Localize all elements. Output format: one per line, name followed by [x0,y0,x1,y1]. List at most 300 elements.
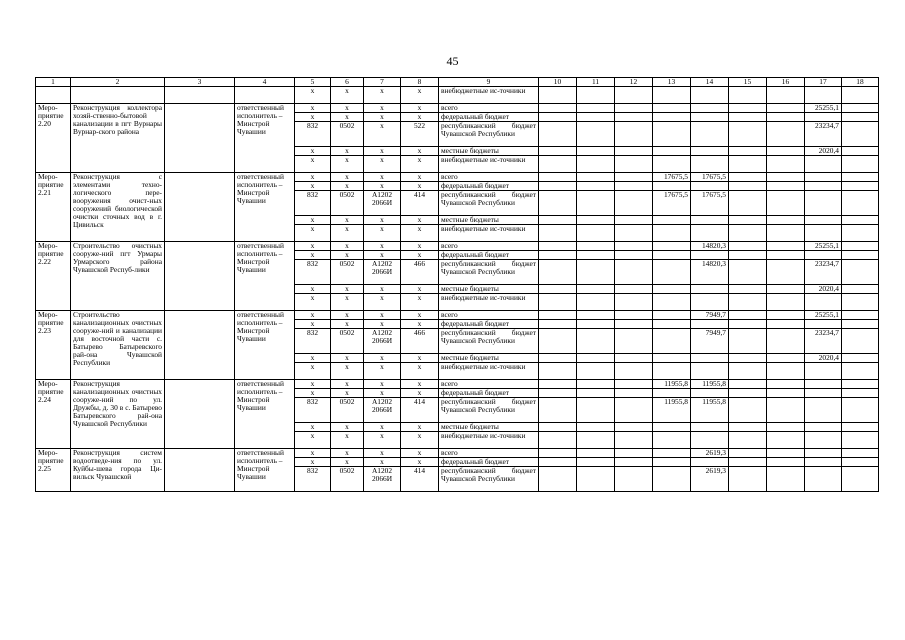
cell-amount-col-11 [577,251,615,260]
cell-expense-type: 522 [401,122,439,147]
cell-section: х [331,449,364,458]
cell-grbs: 832 [295,122,331,147]
cell-section: х [331,389,364,398]
cell-amount-col-10 [539,294,577,311]
column-number-4: 4 [235,78,295,87]
cell-expense-type: 466 [401,329,439,354]
cell-amount-col-16 [767,242,805,251]
column-number-8: 8 [401,78,439,87]
cell-amount-col-10 [539,242,577,251]
cell-amount-col-14 [691,216,729,225]
cell-amount-col-14: 7949,7 [691,311,729,320]
cell-amount-col-13: 17675,5 [653,173,691,182]
cell-amount-col-11 [577,320,615,329]
cell-amount-col-13 [653,285,691,294]
cell-amount-col-17 [805,191,842,216]
cell-expense-type: х [401,458,439,467]
cell-amount-col-13 [653,156,691,173]
cell-expense-type: х [401,147,439,156]
measure-name: Реконструкция коллектора хозяй-ственно-бытовой канализации в пгт Вурнары Вурнар-ского района [71,104,165,173]
cell-amount-col-17 [805,398,842,423]
cell-funding-source: республиканский бюджет Чувашской Республики [439,260,539,285]
cell-amount-col-15 [729,242,767,251]
cell-amount-col-18 [842,104,879,113]
measure-subprogram [165,449,235,492]
cell-expense-type: 414 [401,467,439,492]
cell-amount-col-14 [691,423,729,432]
cell-expense-type: х [401,251,439,260]
cell-amount-col-14 [691,225,729,242]
cell-amount-col-14 [691,104,729,113]
cell-amount-col-18 [842,329,879,354]
cell-amount-col-10 [539,156,577,173]
cell-amount-col-14 [691,389,729,398]
cell-funding-source: всего [439,380,539,389]
cell-amount-col-12 [615,320,653,329]
cell-amount-col-16 [767,147,805,156]
cell-amount-col-17 [805,173,842,182]
column-number-17: 17 [805,78,842,87]
cell-expense-type: х [401,354,439,363]
cell-amount-col-14: 17675,5 [691,191,729,216]
cell-amount-col-12 [615,285,653,294]
cell-target-article: х [364,449,401,458]
cell-target-article: х [364,216,401,225]
cell-amount-col-12 [615,294,653,311]
column-number-11: 11 [577,78,615,87]
column-number-row [36,78,879,87]
cell-funding-source: внебюджетные ис-точники [439,432,539,449]
cell-section: х [331,363,364,380]
cell-amount-col-11 [577,147,615,156]
cell-grbs: х [295,449,331,458]
cell-expense-type: 414 [401,398,439,423]
cell-amount-col-10 [539,467,577,492]
cell-amount-col-15 [729,216,767,225]
cell-funding-source: внебюджетные ис-точники [439,156,539,173]
cell-amount-col-14 [691,285,729,294]
cell-section: х [331,432,364,449]
measure-executor: ответственный исполнитель – Минстрой Чувашии [235,311,295,380]
cell-amount-col-13 [653,329,691,354]
table-row [36,449,879,458]
cell-grbs: х [295,156,331,173]
cell-amount-col-11 [577,191,615,216]
cell-grbs: х [295,242,331,251]
cell-target-article: х [364,432,401,449]
cell-amount-col-15 [729,173,767,182]
cell-amount-col-17 [805,156,842,173]
cell-grbs: х [295,147,331,156]
cell-amount-col-10 [539,251,577,260]
cell-amount-col-10 [539,329,577,354]
cell-grbs: х [295,458,331,467]
cell-funding-source: федеральный бюджет [439,320,539,329]
cell-amount-col-18 [842,423,879,432]
cell-amount-col-15 [729,380,767,389]
cell-amount-col-12 [615,329,653,354]
cell-expense-type: х [401,423,439,432]
measure-name: Реконструкция канализационных очистных сооруже-ний по ул. Дружбы, д. 30 в с. Батырево Батыревского рай-она Чувашской Республики [71,380,165,449]
cell-target-article: х [364,113,401,122]
cell-grbs: х [295,294,331,311]
cell-expense-type: х [401,380,439,389]
cell-amount-col-18 [842,294,879,311]
cell-expense-type: х [401,285,439,294]
cell-amount-col-11 [577,294,615,311]
cell-amount-col-11 [577,449,615,458]
cell-amount-col-15 [729,311,767,320]
cell-amount-col-14: 11955,8 [691,380,729,389]
cell-grbs: х [295,87,331,104]
cell-target-article: х [364,147,401,156]
cell-amount-col-14: 14820,3 [691,260,729,285]
measure-executor: ответственный исполнитель – Минстрой Чувашии [235,173,295,242]
cell-amount-col-12 [615,251,653,260]
table-row [36,242,879,251]
cell-amount-col-10 [539,398,577,423]
cell-funding-source: внебюджетные ис-точники [439,363,539,380]
cell-amount-col-12 [615,260,653,285]
cell-section: х [331,285,364,294]
column-number-2: 2 [71,78,165,87]
cell-section: х [331,380,364,389]
cell-grbs: 832 [295,398,331,423]
cell-amount-col-11 [577,242,615,251]
cell-amount-col-18 [842,320,879,329]
cell-amount-col-16 [767,104,805,113]
cell-expense-type: х [401,225,439,242]
cell-amount-col-11 [577,458,615,467]
cell-amount-col-14 [691,294,729,311]
cell-amount-col-11 [577,156,615,173]
measure-executor: ответственный исполнитель – Минстрой Чувашии [235,104,295,173]
cell-amount-col-18 [842,260,879,285]
cell-amount-col-12 [615,225,653,242]
cell-section: х [331,216,364,225]
cell-funding-source: всего [439,173,539,182]
cell-grbs: х [295,363,331,380]
cell-amount-col-15 [729,432,767,449]
cell-amount-col-13 [653,467,691,492]
table-row [36,380,879,389]
cell-section: х [331,104,364,113]
cell-amount-col-12 [615,113,653,122]
cell-amount-col-10 [539,260,577,285]
cell-amount-col-17 [805,389,842,398]
cell-expense-type: х [401,173,439,182]
cell-amount-col-18 [842,191,879,216]
cell-grbs: х [295,216,331,225]
cell-section: х [331,251,364,260]
column-number-13: 13 [653,78,691,87]
cell-amount-col-18 [842,398,879,423]
cell-amount-col-10 [539,432,577,449]
measure-code: Меро-приятие 2.21 [36,173,71,242]
cell-amount-col-16 [767,423,805,432]
cell-amount-col-18 [842,173,879,182]
cell-amount-col-15 [729,156,767,173]
cell-amount-col-11 [577,432,615,449]
cell-expense-type: 466 [401,260,439,285]
cell-amount-col-15 [729,320,767,329]
cell-amount-col-14: 2619,3 [691,449,729,458]
cell-amount-col-10 [539,182,577,191]
measure-executor: ответственный исполнитель – Минстрой Чувашии [235,242,295,311]
cell-target-article: х [364,423,401,432]
cell-funding-source: внебюджетные ис-точники [439,225,539,242]
cell-amount-col-18 [842,251,879,260]
cell-amount-col-16 [767,467,805,492]
cell-amount-col-16 [767,173,805,182]
cell-funding-source: федеральный бюджет [439,251,539,260]
cell-amount-col-16 [767,260,805,285]
cell-section: х [331,173,364,182]
cell-amount-col-18 [842,113,879,122]
cell-amount-col-13 [653,104,691,113]
cell-empty [36,87,71,104]
cell-grbs: х [295,251,331,260]
cell-amount-col-18 [842,182,879,191]
cell-expense-type: х [401,87,439,104]
cell-amount-col-12 [615,311,653,320]
cell-amount-col-13 [653,432,691,449]
cell-amount-col-13 [653,87,691,104]
cell-amount-col-15 [729,389,767,398]
cell-amount-col-16 [767,354,805,363]
cell-target-article: х [364,156,401,173]
cell-amount-col-14: 7949,7 [691,329,729,354]
measure-code: Меро-приятие 2.23 [36,311,71,380]
column-number-6: 6 [331,78,364,87]
cell-amount-col-17 [805,294,842,311]
measure-subprogram [165,380,235,449]
cell-amount-col-12 [615,458,653,467]
column-number-9: 9 [439,78,539,87]
cell-amount-col-13 [653,242,691,251]
cell-grbs: х [295,285,331,294]
cell-funding-source: федеральный бюджет [439,113,539,122]
cell-amount-col-10 [539,458,577,467]
cell-amount-col-13 [653,260,691,285]
cell-amount-col-18 [842,380,879,389]
cell-target-article: х [364,225,401,242]
cell-amount-col-17 [805,449,842,458]
cell-amount-col-17: 23234,7 [805,122,842,147]
cell-amount-col-11 [577,380,615,389]
cell-amount-col-12 [615,156,653,173]
cell-amount-col-13 [653,320,691,329]
cell-amount-col-10 [539,87,577,104]
cell-amount-col-11 [577,389,615,398]
cell-amount-col-14 [691,320,729,329]
cell-funding-source: местные бюджеты [439,147,539,156]
cell-amount-col-15 [729,147,767,156]
cell-section: 0502 [331,191,364,216]
cell-funding-source: всего [439,242,539,251]
cell-target-article: А1202 2066И [364,260,401,285]
cell-amount-col-11 [577,329,615,354]
cell-amount-col-18 [842,389,879,398]
cell-funding-source: местные бюджеты [439,354,539,363]
cell-funding-source: всего [439,104,539,113]
cell-amount-col-14 [691,147,729,156]
cell-amount-col-11 [577,423,615,432]
cell-amount-col-18 [842,354,879,363]
cell-amount-col-11 [577,113,615,122]
cell-amount-col-16 [767,191,805,216]
cell-target-article: х [364,285,401,294]
table-row [36,173,879,182]
cell-amount-col-17: 2020,4 [805,285,842,294]
cell-funding-source: республиканский бюджет Чувашской Республики [439,467,539,492]
cell-section: х [331,354,364,363]
cell-amount-col-12 [615,380,653,389]
cell-amount-col-18 [842,122,879,147]
cell-amount-col-16 [767,182,805,191]
cell-amount-col-13 [653,294,691,311]
cell-section: х [331,311,364,320]
cell-grbs: х [295,311,331,320]
cell-amount-col-13 [653,225,691,242]
cell-amount-col-11 [577,104,615,113]
cell-funding-source: местные бюджеты [439,285,539,294]
cell-grbs: х [295,354,331,363]
measure-code: Меро-приятие 2.25 [36,449,71,492]
cell-amount-col-12 [615,363,653,380]
cell-amount-col-10 [539,191,577,216]
cell-amount-col-17 [805,320,842,329]
cell-target-article: х [364,251,401,260]
cell-section: х [331,87,364,104]
cell-amount-col-13 [653,458,691,467]
cell-amount-col-12 [615,87,653,104]
cell-grbs: х [295,320,331,329]
cell-amount-col-15 [729,225,767,242]
cell-amount-col-16 [767,449,805,458]
cell-amount-col-13 [653,354,691,363]
cell-amount-col-16 [767,294,805,311]
cell-amount-col-15 [729,294,767,311]
cell-amount-col-14 [691,354,729,363]
cell-target-article: х [364,320,401,329]
cell-amount-col-11 [577,182,615,191]
cell-amount-col-17: 23234,7 [805,329,842,354]
cell-amount-col-15 [729,104,767,113]
cell-amount-col-11 [577,216,615,225]
cell-amount-col-15 [729,251,767,260]
cell-amount-col-14: 11955,8 [691,398,729,423]
cell-expense-type: х [401,389,439,398]
cell-amount-col-12 [615,423,653,432]
cell-expense-type: х [401,216,439,225]
cell-target-article: х [364,294,401,311]
cell-amount-col-16 [767,87,805,104]
cell-amount-col-14 [691,122,729,147]
cell-section: х [331,156,364,173]
cell-expense-type: х [401,363,439,380]
cell-amount-col-18 [842,225,879,242]
table-row [36,311,879,320]
cell-amount-col-15 [729,122,767,147]
cell-amount-col-18 [842,458,879,467]
cell-amount-col-15 [729,398,767,423]
cell-amount-col-11 [577,122,615,147]
cell-amount-col-10 [539,389,577,398]
cell-amount-col-18 [842,449,879,458]
cell-funding-source: всего [439,311,539,320]
cell-amount-col-16 [767,320,805,329]
cell-amount-col-13 [653,122,691,147]
cell-target-article: х [364,311,401,320]
cell-target-article: х [364,182,401,191]
cell-amount-col-12 [615,147,653,156]
cell-section: х [331,113,364,122]
cell-amount-col-12 [615,104,653,113]
column-number-12: 12 [615,78,653,87]
cell-funding-source: внебюджетные ис-точники [439,87,539,104]
cell-target-article: х [364,458,401,467]
cell-amount-col-10 [539,216,577,225]
cell-section: х [331,182,364,191]
cell-section: х [331,458,364,467]
cell-target-article: х [364,380,401,389]
cell-expense-type: х [401,182,439,191]
cell-expense-type: х [401,449,439,458]
cell-target-article: А1202 2066И [364,398,401,423]
cell-expense-type: х [401,104,439,113]
cell-amount-col-15 [729,449,767,458]
cell-amount-col-17: 25255,1 [805,242,842,251]
cell-amount-col-17 [805,182,842,191]
cell-grbs: 832 [295,260,331,285]
cell-amount-col-14: 17675,5 [691,173,729,182]
cell-grbs: 832 [295,191,331,216]
column-number-14: 14 [691,78,729,87]
column-number-18: 18 [842,78,879,87]
cell-amount-col-13 [653,216,691,225]
cell-amount-col-10 [539,113,577,122]
cell-amount-col-15 [729,191,767,216]
cell-amount-col-17: 25255,1 [805,104,842,113]
cell-amount-col-11 [577,285,615,294]
cell-amount-col-10 [539,449,577,458]
cell-amount-col-13 [653,449,691,458]
cell-grbs: х [295,113,331,122]
cell-amount-col-16 [767,380,805,389]
cell-target-article: х [364,242,401,251]
table-row [36,87,879,104]
cell-amount-col-14 [691,251,729,260]
measure-subprogram [165,311,235,380]
cell-grbs: х [295,104,331,113]
cell-section: х [331,147,364,156]
cell-amount-col-16 [767,363,805,380]
cell-amount-col-16 [767,122,805,147]
cell-funding-source: внебюджетные ис-точники [439,294,539,311]
cell-amount-col-12 [615,389,653,398]
cell-amount-col-14: 14820,3 [691,242,729,251]
cell-amount-col-18 [842,216,879,225]
cell-target-article: А1202 2066И [364,329,401,354]
cell-amount-col-11 [577,467,615,492]
cell-amount-col-14 [691,87,729,104]
cell-funding-source: местные бюджеты [439,423,539,432]
cell-amount-col-10 [539,285,577,294]
cell-amount-col-16 [767,458,805,467]
column-number-3: 3 [165,78,235,87]
cell-amount-col-18 [842,311,879,320]
